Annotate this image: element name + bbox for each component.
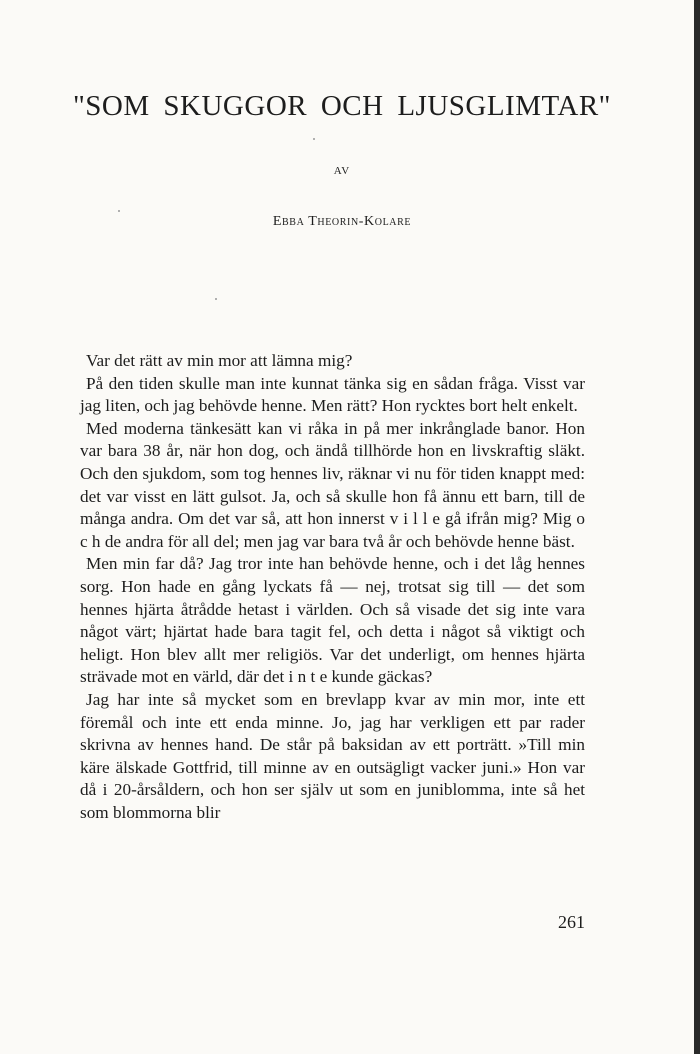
paragraph: Men min far då? Jag tror inte han behövde henne, och i det låg hennes sorg. Hon hade en gång lyckats få — nej, trotsat sig till — det som hennes hjärta åtrådde hetast i världen. Och så visade det sig inte vara något värt; hjärtat hade bara tagit fel, och detta i något så viktigt och heligt. Hon blev allt mer religiös. Var det underligt, om hennes hjärta strävade mot en värld, där det i n t e kunde gäckas?: [80, 554, 585, 687]
author-name: Ebba Theorin-Kolare: [272, 214, 412, 229]
print-speck: [215, 298, 217, 300]
print-speck: [313, 138, 315, 140]
byline-preposition: AV: [333, 165, 351, 177]
page-number: 261: [558, 912, 585, 932]
paragraph: Var det rätt av min mor att lämna mig?: [86, 351, 353, 370]
paragraph: Jag har inte så mycket som en brevlapp kvar av min mor, inte ett föremål och inte ett enda minne. Jo, jag har verkligen ett par rader skrivna av hennes hand. De står på baksidan av ett porträtt. »Till min käre älskade Gottfrid, till minne av en outsägligt vacker juni.» Hon var då i 20-årsåldern, och hon ser själv ut som en juniblomma, inte så het som blommorna blir: [80, 689, 585, 822]
article-title: "SOM SKUGGOR OCH LJUSGLIMTAR": [72, 90, 612, 122]
print-speck: [118, 210, 120, 212]
paragraph: På den tiden skulle man inte kunnat tänka sig en sådan fråga. Visst var jag liten, och jag behövde henne. Men rätt? Hon rycktes bort helt enkelt.: [80, 373, 585, 416]
article-body: [80, 350, 585, 824]
paragraph: Med moderna tänkesätt kan vi råka in på mer inkrånglade banor. Hon var bara 38 år, när hon dog, och ändå tillhörde hon en livskraftig släkt. Och den sjukdom, som tog hennes liv, räknar vi nu för tiden knappt med: det var visst en lätt gulsot. Ja, och så skulle hon få ännu ett barn, till de många andra. Om det var så, att hon innerst v i l l e gå ifrån mig? Mig o c h de andra för all del; men jag var bara två år och behövde henne bäst.: [80, 418, 585, 551]
